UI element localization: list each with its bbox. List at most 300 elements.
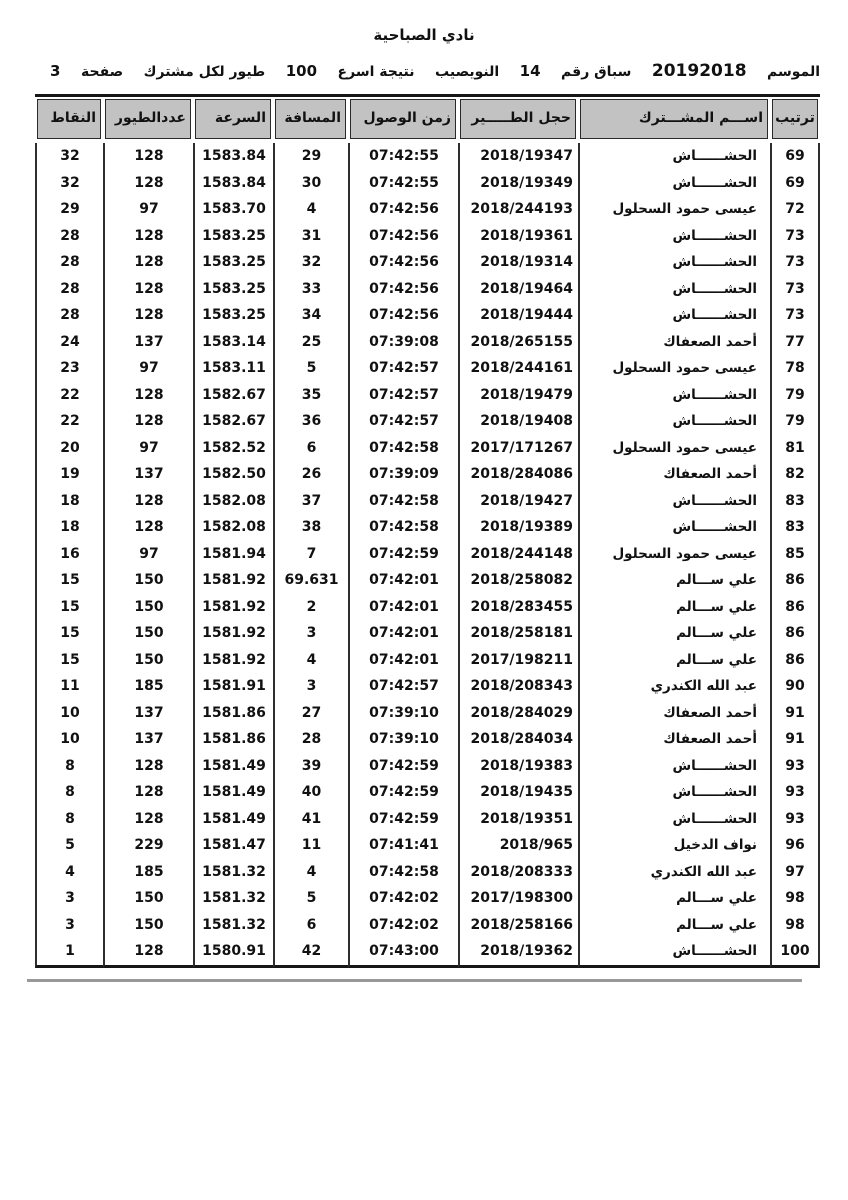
cell-speed: 1581.32 — [193, 885, 273, 912]
cell-points: 4 — [35, 859, 103, 886]
cell-birds: 150 — [103, 885, 193, 912]
cell-speed: 1583.25 — [193, 223, 273, 250]
cell-rank: 73 — [770, 223, 820, 250]
location-name: النويصيب — [435, 64, 500, 80]
cell-distance: 29 — [273, 143, 348, 170]
table-row — [35, 355, 820, 382]
cell-ring: 2018/244161 — [458, 355, 578, 382]
cell-rank: 86 — [770, 647, 820, 674]
season-value: 20192018 — [651, 61, 747, 81]
cell-speed: 1582.67 — [193, 408, 273, 435]
cell-ring: 2018/19362 — [458, 938, 578, 968]
cell-time: 07:39:08 — [348, 329, 458, 356]
cell-points: 15 — [35, 594, 103, 621]
column-header-label-distance: المسافة — [275, 99, 346, 139]
cell-time: 07:42:56 — [348, 249, 458, 276]
cell-ring: 2018/258166 — [458, 912, 578, 939]
race-label: سباق رقم — [561, 64, 632, 80]
results-table-wrap — [35, 94, 820, 982]
cell-name: الحشــــــاش — [578, 170, 770, 197]
cell-ring: 2018/284034 — [458, 726, 578, 753]
cell-birds: 128 — [103, 170, 193, 197]
cell-speed: 1583.25 — [193, 276, 273, 303]
cell-points: 22 — [35, 382, 103, 409]
cell-name: الحشــــــاش — [578, 488, 770, 515]
cell-distance: 5 — [273, 885, 348, 912]
per-participant-label: طيور لكل مشترك — [143, 64, 266, 80]
cell-ring: 2018/284029 — [458, 700, 578, 727]
cell-time: 07:42:59 — [348, 753, 458, 780]
cell-name: عيسى حمود السحلول — [578, 435, 770, 462]
table-row — [35, 594, 820, 621]
cell-name: الحشــــــاش — [578, 753, 770, 780]
cell-distance: 40 — [273, 779, 348, 806]
cell-rank: 81 — [770, 435, 820, 462]
cell-distance: 36 — [273, 408, 348, 435]
table-row — [35, 938, 820, 968]
cell-speed: 1581.49 — [193, 806, 273, 833]
cell-ring: 2018/265155 — [458, 329, 578, 356]
cell-points: 8 — [35, 806, 103, 833]
table-row — [35, 673, 820, 700]
cell-rank: 73 — [770, 302, 820, 329]
cell-name: علي ســـالم — [578, 594, 770, 621]
cell-birds: 128 — [103, 938, 193, 968]
race-number: 14 — [519, 62, 541, 80]
cell-time: 07:42:58 — [348, 859, 458, 886]
cell-time: 07:43:00 — [348, 938, 458, 968]
cell-speed: 1581.92 — [193, 647, 273, 674]
results-table — [35, 94, 820, 968]
cell-points: 18 — [35, 514, 103, 541]
cell-birds: 150 — [103, 647, 193, 674]
cell-name: الحشــــــاش — [578, 806, 770, 833]
cell-points: 5 — [35, 832, 103, 859]
cell-speed: 1582.50 — [193, 461, 273, 488]
cell-birds: 128 — [103, 806, 193, 833]
table-row — [35, 753, 820, 780]
cell-birds: 128 — [103, 276, 193, 303]
table-row — [35, 620, 820, 647]
cell-ring: 2018/244193 — [458, 196, 578, 223]
cell-birds: 150 — [103, 620, 193, 647]
cell-name: أحمد الصعفاك — [578, 461, 770, 488]
cell-speed: 1581.92 — [193, 594, 273, 621]
cell-rank: 93 — [770, 806, 820, 833]
table-row — [35, 329, 820, 356]
table-row — [35, 726, 820, 753]
cell-points: 28 — [35, 223, 103, 250]
cell-time: 07:42:59 — [348, 541, 458, 568]
cell-rank: 97 — [770, 859, 820, 886]
cell-points: 18 — [35, 488, 103, 515]
cell-distance: 28 — [273, 726, 348, 753]
cell-rank: 86 — [770, 567, 820, 594]
cell-birds: 229 — [103, 832, 193, 859]
cell-points: 23 — [35, 355, 103, 382]
cell-rank: 79 — [770, 408, 820, 435]
header-line — [0, 59, 848, 84]
cell-ring: 2018/19351 — [458, 806, 578, 833]
cell-speed: 1583.14 — [193, 329, 273, 356]
cell-ring: 2018/19427 — [458, 488, 578, 515]
table-row — [35, 196, 820, 223]
cell-name: علي ســـالم — [578, 912, 770, 939]
column-header-distance — [273, 97, 348, 143]
column-header-time — [348, 97, 458, 143]
cell-ring: 2018/284086 — [458, 461, 578, 488]
cell-time: 07:42:55 — [348, 143, 458, 170]
page-title: نادي الصباحية — [373, 26, 475, 44]
column-header-label-ring: حجل الطـــــير — [460, 99, 576, 139]
cell-points: 3 — [35, 912, 103, 939]
cell-ring: 2018/258082 — [458, 567, 578, 594]
cell-rank: 93 — [770, 779, 820, 806]
cell-birds: 185 — [103, 673, 193, 700]
cell-name: أحمد الصعفاك — [578, 329, 770, 356]
column-header-rank — [770, 97, 820, 143]
cell-speed: 1582.08 — [193, 488, 273, 515]
cell-name: الحشــــــاش — [578, 276, 770, 303]
cell-name: عيسى حمود السحلول — [578, 541, 770, 568]
cell-rank: 90 — [770, 673, 820, 700]
cell-rank: 91 — [770, 726, 820, 753]
cell-name: الحشــــــاش — [578, 514, 770, 541]
cell-ring: 2018/19435 — [458, 779, 578, 806]
cell-ring: 2018/283455 — [458, 594, 578, 621]
cell-name: الحشــــــاش — [578, 249, 770, 276]
cell-distance: 3 — [273, 620, 348, 647]
cell-time: 07:42:01 — [348, 594, 458, 621]
cell-time: 07:42:59 — [348, 779, 458, 806]
cell-ring: 2017/198211 — [458, 647, 578, 674]
table-row — [35, 779, 820, 806]
cell-time: 07:42:02 — [348, 885, 458, 912]
cell-speed: 1581.91 — [193, 673, 273, 700]
cell-birds: 128 — [103, 514, 193, 541]
cell-speed: 1581.49 — [193, 753, 273, 780]
cell-speed: 1581.86 — [193, 700, 273, 727]
cell-points: 10 — [35, 726, 103, 753]
cell-birds: 97 — [103, 196, 193, 223]
cell-time: 07:42:57 — [348, 382, 458, 409]
column-header-label-points: النقاط — [37, 99, 101, 139]
column-header-label-time: زمن الوصول — [350, 99, 456, 139]
column-header-label-name: اســـم المشـــترك — [580, 99, 768, 139]
cell-points: 19 — [35, 461, 103, 488]
table-row — [35, 302, 820, 329]
table-row — [35, 859, 820, 886]
cell-points: 28 — [35, 302, 103, 329]
cell-time: 07:42:56 — [348, 302, 458, 329]
cell-name: الحشــــــاش — [578, 408, 770, 435]
cell-distance: 69.631 — [273, 567, 348, 594]
cell-points: 15 — [35, 567, 103, 594]
cell-time: 07:42:01 — [348, 620, 458, 647]
cell-ring: 2018/19347 — [458, 143, 578, 170]
cell-name: الحشــــــاش — [578, 143, 770, 170]
cell-rank: 69 — [770, 170, 820, 197]
cell-distance: 39 — [273, 753, 348, 780]
cell-ring: 2018/965 — [458, 832, 578, 859]
cell-rank: 86 — [770, 594, 820, 621]
cell-speed: 1581.86 — [193, 726, 273, 753]
cell-ring: 2018/19389 — [458, 514, 578, 541]
header-row — [35, 97, 820, 143]
table-row — [35, 806, 820, 833]
cell-distance: 33 — [273, 276, 348, 303]
cell-distance: 4 — [273, 859, 348, 886]
cell-time: 07:42:56 — [348, 223, 458, 250]
cell-birds: 150 — [103, 912, 193, 939]
cell-distance: 26 — [273, 461, 348, 488]
cell-ring: 2018/244148 — [458, 541, 578, 568]
cell-time: 07:42:01 — [348, 567, 458, 594]
table-row — [35, 647, 820, 674]
cell-birds: 128 — [103, 753, 193, 780]
cell-speed: 1581.92 — [193, 567, 273, 594]
cell-points: 11 — [35, 673, 103, 700]
cell-time: 07:42:01 — [348, 647, 458, 674]
table-row — [35, 567, 820, 594]
cell-name: الحشــــــاش — [578, 302, 770, 329]
cell-ring: 2018/208333 — [458, 859, 578, 886]
cell-distance: 7 — [273, 541, 348, 568]
cell-ring: 2018/19314 — [458, 249, 578, 276]
column-header-label-speed: السرعة — [195, 99, 271, 139]
cell-speed: 1581.49 — [193, 779, 273, 806]
cell-ring: 2017/198300 — [458, 885, 578, 912]
cell-name: الحشــــــاش — [578, 938, 770, 968]
cell-birds: 128 — [103, 249, 193, 276]
result-label: نتيجة اسرع — [337, 64, 415, 80]
cell-name: عبد الله الكندري — [578, 673, 770, 700]
cell-birds: 97 — [103, 435, 193, 462]
cell-ring: 2018/19361 — [458, 223, 578, 250]
column-header-birds — [103, 97, 193, 143]
cell-points: 24 — [35, 329, 103, 356]
cell-time: 07:42:58 — [348, 514, 458, 541]
cell-distance: 32 — [273, 249, 348, 276]
cell-distance: 37 — [273, 488, 348, 515]
table-row — [35, 541, 820, 568]
cell-rank: 85 — [770, 541, 820, 568]
table-row — [35, 832, 820, 859]
cell-rank: 73 — [770, 276, 820, 303]
cell-distance: 4 — [273, 196, 348, 223]
column-header-label-rank: ترتيب — [772, 99, 818, 139]
cell-rank: 73 — [770, 249, 820, 276]
cell-speed: 1581.94 — [193, 541, 273, 568]
cell-ring: 2018/19444 — [458, 302, 578, 329]
cell-points: 28 — [35, 276, 103, 303]
cell-rank: 83 — [770, 514, 820, 541]
cell-time: 07:39:09 — [348, 461, 458, 488]
cell-rank: 78 — [770, 355, 820, 382]
table-row — [35, 249, 820, 276]
cell-rank: 91 — [770, 700, 820, 727]
cell-distance: 5 — [273, 355, 348, 382]
cell-birds: 150 — [103, 594, 193, 621]
cell-birds: 137 — [103, 461, 193, 488]
cell-rank: 98 — [770, 912, 820, 939]
cell-birds: 185 — [103, 859, 193, 886]
cell-distance: 34 — [273, 302, 348, 329]
cell-points: 32 — [35, 143, 103, 170]
cell-birds: 128 — [103, 223, 193, 250]
cell-points: 32 — [35, 170, 103, 197]
cell-speed: 1583.84 — [193, 170, 273, 197]
table-row — [35, 276, 820, 303]
cell-distance: 31 — [273, 223, 348, 250]
cell-time: 07:41:41 — [348, 832, 458, 859]
cell-ring: 2018/19383 — [458, 753, 578, 780]
table-row — [35, 408, 820, 435]
cell-birds: 128 — [103, 408, 193, 435]
cell-points: 8 — [35, 779, 103, 806]
cell-name: الحشــــــاش — [578, 779, 770, 806]
cell-birds: 97 — [103, 355, 193, 382]
cell-distance: 42 — [273, 938, 348, 968]
table-row — [35, 488, 820, 515]
cell-distance: 27 — [273, 700, 348, 727]
cell-ring: 2018/19464 — [458, 276, 578, 303]
table-row — [35, 170, 820, 197]
cell-time: 07:42:58 — [348, 488, 458, 515]
cell-birds: 128 — [103, 302, 193, 329]
cell-ring: 2017/171267 — [458, 435, 578, 462]
cell-speed: 1582.08 — [193, 514, 273, 541]
cell-time: 07:42:56 — [348, 276, 458, 303]
cell-birds: 97 — [103, 541, 193, 568]
cell-rank: 83 — [770, 488, 820, 515]
cell-distance: 6 — [273, 912, 348, 939]
cell-rank: 93 — [770, 753, 820, 780]
season-label: الموسم — [767, 64, 820, 80]
cell-distance: 2 — [273, 594, 348, 621]
cell-name: علي ســـالم — [578, 620, 770, 647]
cell-time: 07:39:10 — [348, 726, 458, 753]
cell-distance: 6 — [273, 435, 348, 462]
cell-ring: 2018/258181 — [458, 620, 578, 647]
cell-speed: 1583.11 — [193, 355, 273, 382]
cell-time: 07:42:57 — [348, 408, 458, 435]
cell-points: 22 — [35, 408, 103, 435]
cell-name: نواف الدخيل — [578, 832, 770, 859]
cell-birds: 128 — [103, 488, 193, 515]
page-number: 3 — [50, 62, 61, 80]
cell-time: 07:39:10 — [348, 700, 458, 727]
cell-rank: 72 — [770, 196, 820, 223]
cell-points: 28 — [35, 249, 103, 276]
cell-distance: 38 — [273, 514, 348, 541]
cell-speed: 1582.67 — [193, 382, 273, 409]
cell-points: 15 — [35, 647, 103, 674]
cell-birds: 137 — [103, 700, 193, 727]
table-bottom-shadow-line — [27, 979, 802, 982]
cell-time: 07:42:55 — [348, 170, 458, 197]
cell-name: أحمد الصعفاك — [578, 700, 770, 727]
cell-points: 15 — [35, 620, 103, 647]
cell-points: 29 — [35, 196, 103, 223]
cell-distance: 4 — [273, 647, 348, 674]
cell-speed: 1583.25 — [193, 249, 273, 276]
cell-rank: 96 — [770, 832, 820, 859]
table-row — [35, 382, 820, 409]
cell-rank: 86 — [770, 620, 820, 647]
cell-speed: 1580.91 — [193, 938, 273, 968]
cell-time: 07:42:59 — [348, 806, 458, 833]
cell-birds: 128 — [103, 382, 193, 409]
cell-time: 07:42:57 — [348, 673, 458, 700]
table-row — [35, 461, 820, 488]
cell-speed: 1583.25 — [193, 302, 273, 329]
cell-name: علي ســـالم — [578, 647, 770, 674]
cell-points: 1 — [35, 938, 103, 968]
cell-points: 16 — [35, 541, 103, 568]
table-body — [35, 143, 820, 968]
cell-birds: 137 — [103, 329, 193, 356]
column-header-speed — [193, 97, 273, 143]
cell-speed: 1581.92 — [193, 620, 273, 647]
cell-points: 10 — [35, 700, 103, 727]
cell-ring: 2018/19479 — [458, 382, 578, 409]
cell-points: 20 — [35, 435, 103, 462]
cell-name: علي ســـالم — [578, 567, 770, 594]
cell-birds: 128 — [103, 779, 193, 806]
result-count: 100 — [285, 62, 318, 80]
cell-speed: 1581.32 — [193, 912, 273, 939]
cell-name: الحشــــــاش — [578, 223, 770, 250]
cell-rank: 98 — [770, 885, 820, 912]
cell-name: عيسى حمود السحلول — [578, 196, 770, 223]
cell-points: 8 — [35, 753, 103, 780]
cell-rank: 82 — [770, 461, 820, 488]
cell-rank: 79 — [770, 382, 820, 409]
cell-time: 07:42:57 — [348, 355, 458, 382]
cell-distance: 35 — [273, 382, 348, 409]
table-row — [35, 143, 820, 170]
cell-speed: 1581.47 — [193, 832, 273, 859]
cell-speed: 1583.70 — [193, 196, 273, 223]
cell-time: 07:42:56 — [348, 196, 458, 223]
column-header-ring — [458, 97, 578, 143]
cell-speed: 1583.84 — [193, 143, 273, 170]
table-header — [35, 97, 820, 143]
cell-speed: 1581.32 — [193, 859, 273, 886]
cell-ring: 2018/19408 — [458, 408, 578, 435]
cell-points: 3 — [35, 885, 103, 912]
cell-distance: 11 — [273, 832, 348, 859]
cell-name: علي ســـالم — [578, 885, 770, 912]
table-row — [35, 912, 820, 939]
cell-name: الحشــــــاش — [578, 382, 770, 409]
cell-name: أحمد الصعفاك — [578, 726, 770, 753]
cell-time: 07:42:02 — [348, 912, 458, 939]
column-header-name — [578, 97, 770, 143]
column-header-points — [35, 97, 103, 143]
cell-name: عبد الله الكندري — [578, 859, 770, 886]
cell-speed: 1582.52 — [193, 435, 273, 462]
cell-distance: 41 — [273, 806, 348, 833]
table-row — [35, 885, 820, 912]
table-row — [35, 435, 820, 462]
table-row — [35, 223, 820, 250]
cell-ring: 2018/208343 — [458, 673, 578, 700]
cell-distance: 30 — [273, 170, 348, 197]
cell-ring: 2018/19349 — [458, 170, 578, 197]
cell-birds: 150 — [103, 567, 193, 594]
